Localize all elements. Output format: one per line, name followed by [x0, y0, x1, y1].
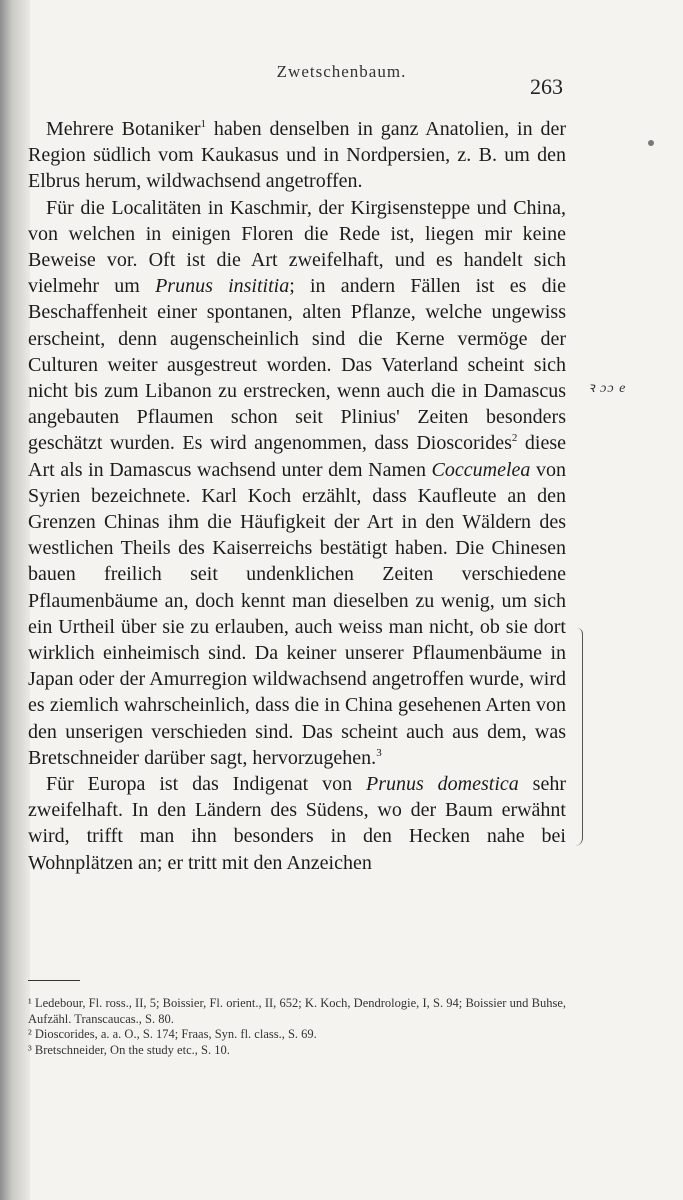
- running-header: Zwetschenbaum.: [276, 62, 407, 81]
- text-run: Mehrere Botaniker: [46, 118, 201, 140]
- paragraph-2: [28, 195, 566, 771]
- footnote-ref: 2: [511, 432, 518, 445]
- text-run: Für Europa ist das Indigenat von: [46, 773, 366, 796]
- italic-species-name: Prunus insititia: [155, 275, 290, 298]
- handwritten-margin-note: ꝛ ɔɔ e: [588, 381, 627, 396]
- margin-bracket-mark: [574, 628, 583, 846]
- footnote-ref: 1: [200, 118, 206, 130]
- page-number: 263: [530, 74, 563, 99]
- footnotes: [28, 996, 566, 1058]
- footnote-ref: 3: [376, 746, 382, 759]
- paragraph-1: [28, 116, 566, 195]
- paragraph-3: [28, 771, 566, 876]
- text-run: Für die Localitäten in Kaschmir, der Kirgisensteppe und China, von welchen in einigen Floren die Rede ist, liegen mir keine Beweise vor. Oft ist die Art zweifelhaft, und es handelt sich vielmehr um: [28, 196, 566, 298]
- italic-plant-name: Coccumelea: [431, 458, 531, 481]
- footnote-2: ² Dioscorides, a. a. O., S. 174; Fraas, Syn. fl. class., S. 69.: [28, 1027, 317, 1041]
- footnote-1: ¹ Ledebour, Fl. ross., II, 5; Boissier, Fl. orient., II, 652; K. Koch, Dendrologie, I, S. 94; Boissier und Buhse, Aufzähl. Transcaucas., S. 80.: [28, 996, 566, 1026]
- text-run: diese Art als in Damascus wachsend unter dem Namen: [28, 432, 567, 481]
- text-run: haben denselben in ganz Anatolien, in der Region südlich vom Kaukasus und in Nordpersien, z. B. um den Elbrus herum, wildwachsend angetroffen.: [28, 118, 566, 193]
- text-run: sehr zweifelhaft. In den Ländern des Südens, wo der Baum erwähnt wird, trifft man ihn besonders in den Hecken nahe bei Wohnplätzen an; er tritt mit den Anzeichen: [28, 773, 566, 874]
- text-run: ; in andern Fällen ist es die Beschaffenheit einer spontanen, alten Pflanze, welche ungewiss erscheint, denn augenscheinlich sind die Kerne vermöge der Culturen weiter ausgestreut worden. Das Vaterland scheint sich nicht bis zum Libanon zu erstrecken, wenn auch die in Damascus angebauten Pflaumen schon seit Plinius' Zeiten besonders geschätzt wurden. Es wird angenommen, dass Dioscorides: [28, 275, 567, 455]
- footnote-separator: [28, 980, 80, 981]
- text-run: von Syrien bezeichnete. Karl Koch erzählt, dass Kaufleute an den Grenzen Chinas ihm die Häufigkeit der Art in den Wäldern des westlichen Theils des Kaiserreichs bestätigt haben. Die Chinesen bauen freilich seit undenklichen Zeiten verschiedene Pflaumenbäume an, doch kennt man dieselben zu wenig, um sich ein Urtheil über sie zu erlauben, auch weiss man nicht, ob sie dort wirklich einheimisch sind. Da keiner unserer Pflaumenbäume in Japan oder der Amurregion wildwachsend angetroffen wurde, wird es ziemlich wahrscheinlich, dass die in China gesehenen Arten von den unserigen verschieden sind. Das scheint auch aus dem, was Bretschneider darüber sagt, hervorzugehen.: [28, 458, 567, 769]
- body-text: [28, 116, 566, 876]
- footnote-3: ³ Bretschneider, On the study etc., S. 10.: [28, 1042, 230, 1057]
- margin-ink-dot: [648, 140, 654, 146]
- italic-species-name: Prunus domestica: [366, 773, 519, 796]
- page-gutter-shadow: [0, 0, 30, 1200]
